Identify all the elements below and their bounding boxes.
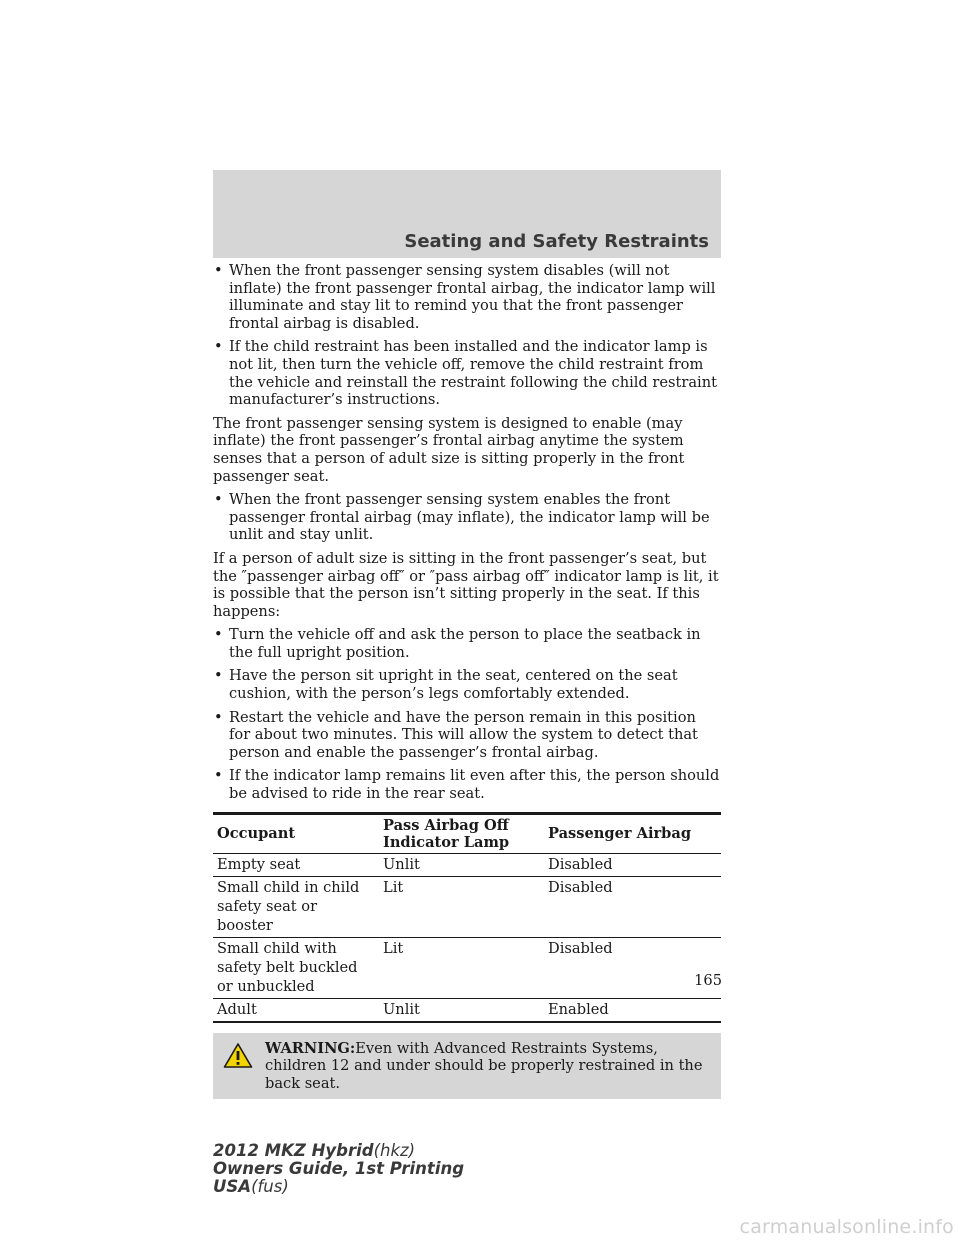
table-cell: Adult [213,998,379,1022]
warning-text [257,1040,711,1093]
warning-triangle-icon [223,1042,253,1069]
list-item: • If the child restraint has been installed and the indicator lamp is not lit, then turn the vehicle off, remove the child restraint from the vehicle and reinstall the restraint following the child restraint manufacturer’s instructions. [213,338,721,408]
column-header: Occupant [213,813,379,853]
list-item: • If the indicator lamp remains lit even after this, the person should be advised to ride in the rear seat. [213,767,721,802]
table-cell: Lit [379,876,544,937]
footer-region-code: (fus) [251,1177,289,1196]
table-cell: Empty seat [213,853,379,876]
section-title: Seating and Safety Restraints [404,231,709,252]
bullet-list-3 [213,626,721,802]
table-row [213,998,721,1022]
header-band [213,170,721,258]
paragraph: The front passenger sensing system is designed to enable (may inflate) the front passenger’s frontal airbag anytime the system senses that a person of adult size is sitting properly in the front passenger seat. [213,414,685,485]
table-cell: Unlit [379,853,544,876]
footer-printing: Owners Guide, 1st Printing [213,1159,465,1178]
table-cell: Unlit [379,998,544,1022]
footer-line-1 [213,1142,464,1160]
warning-box [213,1033,721,1100]
list-item: • Restart the vehicle and have the person remain in this position for about two minutes. This will allow the system to detect that person and enable the passenger’s frontal airbag. [213,709,721,762]
page-content [213,262,721,1099]
bullet-list-1 [213,262,721,409]
table-cell: Small child in child safety seat or booster [213,876,379,937]
warning-label: WARNING: [265,1039,356,1057]
table-cell: Enabled [544,998,721,1022]
table-cell: Disabled [544,876,721,937]
footer [213,1142,464,1196]
bullet-list-2 [213,491,721,544]
footer-model-code: (hkz) [373,1141,416,1160]
list-item: • Have the person sit upright in the seat, centered on the seat cushion, with the person’s legs comfortably extended. [213,667,721,702]
table-header-row [213,813,721,853]
column-header: Pass Airbag Off Indicator Lamp [379,813,544,853]
watermark: carmanualsonline.info [739,1216,954,1238]
occupant-airbag-table [213,812,721,1023]
paragraph: If a person of adult size is sitting in the front passenger’s seat, but the ″passenger airbag off″ or ″pass airbag off″ indicator lamp is lit, it is possible that the person isn’t sitting properly in the seat. If this happens: [213,549,719,620]
page-number: 165 [694,972,722,989]
footer-region: USA [213,1177,252,1196]
table-cell: Disabled [544,937,721,998]
list-item: • When the front passenger sensing system disables (will not inflate) the front passenger frontal airbag, the indicator lamp will illuminate and stay lit to remind you that the front passenger frontal airbag is disabled. [213,262,721,332]
footer-model: 2012 MKZ Hybrid [213,1141,374,1160]
list-item: • When the front passenger sensing system enables the front passenger frontal airbag (may inflate), the indicator lamp will be unlit and stay unlit. [213,491,721,544]
table-cell: Disabled [544,853,721,876]
footer-line-3 [213,1178,464,1196]
table-cell: Small child with safety belt buckled or unbuckled [213,937,379,998]
table-cell: Lit [379,937,544,998]
table-row [213,853,721,876]
list-item: • Turn the vehicle off and ask the person to place the seatback in the full upright position. [213,626,721,661]
footer-line-2 [213,1160,464,1178]
table-row [213,876,721,937]
column-header: Passenger Airbag [544,813,721,853]
table-row [213,937,721,998]
warning-message: Even with Advanced Restraints Systems, children 12 and under should be properly restrained in the back seat. [265,1039,703,1092]
